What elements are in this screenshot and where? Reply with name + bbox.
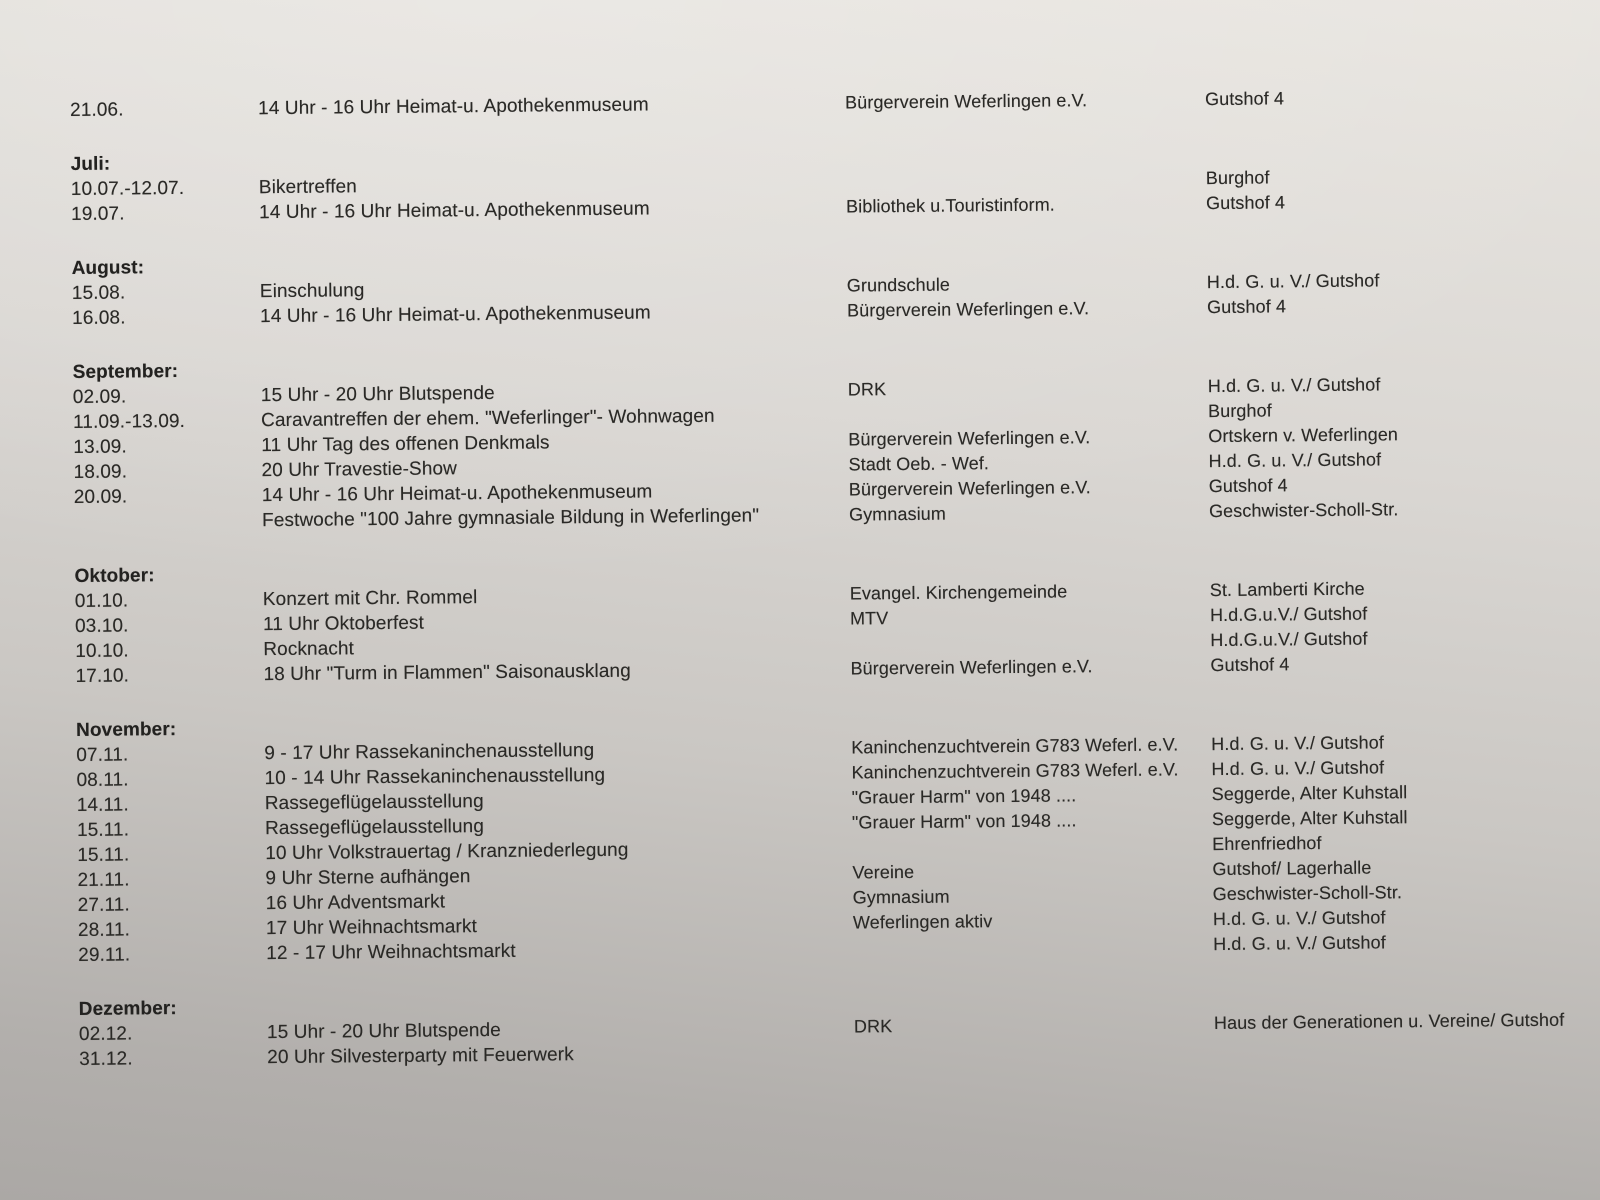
month-section: [73, 346, 1567, 535]
event-title: Rassegeflügelausstellung: [264, 791, 484, 815]
event-organizer: DRK: [847, 379, 887, 400]
event-date: 01.10.: [74, 590, 129, 612]
event-date: 28.11.: [77, 919, 131, 941]
event-date: 11.09.-13.09.: [73, 410, 186, 433]
event-location: H.d. G. u. V./ Gutshof: [1212, 907, 1386, 930]
event-title: 15 Uhr - 20 Uhr Blutspende: [260, 382, 495, 407]
event-title: Bikertreffen: [258, 176, 357, 199]
event-location: Gutshof 4: [1204, 88, 1285, 110]
event-organizer: Bürgerverein Weferlingen e.V.: [844, 90, 1088, 113]
event-organizer: Bürgerverein Weferlingen e.V.: [850, 656, 1093, 679]
event-title: 11 Uhr Oktoberfest: [262, 612, 425, 636]
event-title: 20 Uhr Silvesterparty mit Feuerwerk: [267, 1044, 574, 1069]
month-header: Oktober:: [74, 565, 155, 587]
event-location: H.d.G.u.V./ Gutshof: [1210, 628, 1368, 651]
event-organizer: Kaninchenzuchtverein G783 Weferl. e.V.: [851, 734, 1179, 758]
event-date: 15.11.: [76, 819, 130, 841]
event-title: 18 Uhr "Turm in Flammen" Saisonausklang: [263, 660, 631, 686]
event-title: Festwoche "100 Jahre gymnasiale Bildung in Weferlingen": [261, 505, 760, 532]
event-date: 03.10.: [74, 615, 129, 637]
event-date: 19.07.: [71, 203, 125, 225]
event-title: 10 - 14 Uhr Rassekaninchenausstellung: [264, 764, 606, 790]
event-title: Konzert mit Chr. Rommel: [262, 587, 478, 611]
event-location: Ortskern v. Weferlingen: [1208, 424, 1399, 447]
event-location: Geschwister-Scholl-Str.: [1212, 882, 1403, 905]
event-location: H.d. G. u. V./ Gutshof: [1211, 757, 1385, 780]
month-section: [74, 550, 1567, 689]
event-location: H.d. G. u. V./ Gutshof: [1213, 932, 1386, 955]
event-location: Seggerde, Alter Kuhstall: [1211, 782, 1408, 805]
event-organizer: [846, 184, 1206, 187]
event-title: 15 Uhr - 20 Uhr Blutspende: [266, 1019, 501, 1044]
event-title: 10 Uhr Volkstrauertag / Kranzniederlegung: [265, 839, 629, 865]
event-title: 12 - 17 Uhr Weihnachtsmarkt: [266, 940, 516, 965]
event-location: Geschwister-Scholl-Str.: [1208, 499, 1399, 522]
month-section: [72, 242, 1565, 331]
month-header: August:: [71, 257, 145, 279]
event-location: H.d. G. u. V./ Gutshof: [1206, 270, 1380, 293]
event-organizer: Bürgerverein Weferlingen e.V.: [846, 298, 1090, 321]
month-section: [71, 138, 1564, 227]
month-header: November:: [75, 719, 177, 741]
event-date: 17.10.: [75, 665, 130, 687]
event-date: 31.12.: [79, 1048, 133, 1070]
event-row: [70, 84, 1562, 123]
event-date: 13.09.: [73, 436, 127, 458]
event-location: H.d. G. u. V./ Gutshof: [1208, 449, 1382, 472]
event-organizer: Kaninchenzuchtverein G783 Weferl. e.V.: [851, 759, 1179, 783]
event-organizer: Vereine: [852, 861, 915, 883]
event-organizer: Bürgerverein Weferlingen e.V.: [848, 477, 1091, 500]
event-date: 29.11.: [78, 944, 131, 966]
event-organizer: "Grauer Harm" von 1948 ....: [851, 785, 1077, 808]
event-title: 11 Uhr Tag des offenen Denkmals: [261, 432, 550, 457]
event-calendar: [70, 84, 1571, 1072]
event-location: Haus der Generationen u. Vereine/ Gutshof: [1213, 1009, 1565, 1034]
event-date: 15.08.: [71, 282, 126, 304]
event-date: 10.07.-12.07.: [70, 177, 185, 200]
event-organizer: [853, 950, 1213, 953]
event-date: 07.11.: [76, 744, 129, 766]
month-header: Dezember:: [78, 998, 177, 1020]
event-location: Burghof: [1205, 167, 1270, 189]
event-date: [74, 526, 262, 528]
event-location: Burghof: [1207, 400, 1272, 422]
event-title: 14 Uhr - 16 Uhr Heimat-u. Apothekenmuseum: [261, 481, 653, 507]
month-section: [79, 983, 1572, 1072]
event-organizer: [848, 417, 1208, 420]
event-date: 21.11.: [77, 869, 130, 891]
event-date: 20.09.: [73, 486, 128, 508]
event-organizer: Evangel. Kirchengemeinde: [849, 581, 1068, 604]
event-date: 14.11.: [76, 794, 129, 816]
event-organizer: DRK: [853, 1016, 893, 1037]
event-location: St. Lamberti Kirche: [1209, 578, 1365, 601]
event-organizer: Bürgerverein Weferlingen e.V.: [848, 427, 1091, 450]
event-organizer: Bibliothek u.Touristinform.: [845, 194, 1055, 217]
month-section: [76, 704, 1570, 968]
event-title: 16 Uhr Adventsmarkt: [265, 891, 446, 915]
event-organizer: [852, 850, 1212, 853]
event-organizer: Gymnasium: [852, 886, 950, 908]
event-title: Caravantreffen der ehem. "Weferlinger"- Wohnwagen: [261, 405, 715, 432]
month-header: Juli:: [70, 153, 111, 175]
event-title: 17 Uhr Weihnachtsmarkt: [265, 916, 478, 940]
event-title: 9 Uhr Sterne aufhängen: [265, 866, 471, 890]
event-location: H.d.G.u.V./ Gutshof: [1209, 603, 1368, 626]
event-date: 27.11.: [77, 894, 130, 916]
event-date: 18.09.: [73, 461, 128, 483]
event-date: 08.11.: [76, 769, 129, 791]
event-organizer: "Grauer Harm" von 1948 ....: [851, 810, 1077, 833]
event-title: 14 Uhr - 16 Uhr Heimat-u. Apothekenmuseum: [259, 198, 650, 224]
event-title: 20 Uhr Travestie-Show: [261, 458, 458, 482]
event-location: Gutshof/ Lagerhalle: [1212, 857, 1372, 880]
event-organizer: [850, 646, 1210, 649]
event-location: H.d. G. u. V./ Gutshof: [1211, 732, 1384, 755]
event-location: Gutshof 4: [1210, 654, 1290, 676]
event-organizer: Gymnasium: [848, 503, 947, 525]
event-location: Seggerde, Alter Kuhstall: [1211, 807, 1408, 830]
event-location: Gutshof 4: [1206, 296, 1287, 318]
event-title: 9 - 17 Uhr Rassekaninchenausstellung: [264, 739, 595, 765]
month-section: [70, 84, 1562, 123]
event-date: 15.11.: [77, 844, 130, 866]
event-title: Rocknacht: [263, 638, 355, 661]
event-organizer: Weferlingen aktiv: [852, 911, 993, 933]
event-title: Rassegeflügelausstellung: [264, 816, 485, 840]
event-title: Einschulung: [259, 280, 365, 303]
event-organizer: MTV: [849, 608, 889, 629]
event-date: 02.12.: [78, 1023, 133, 1045]
event-location: Gutshof 4: [1208, 475, 1288, 497]
event-location: H.d. G. u. V./ Gutshof: [1207, 374, 1381, 397]
month-header: September:: [72, 360, 179, 383]
event-date: 16.08.: [72, 307, 126, 329]
event-title: 14 Uhr - 16 Uhr Heimat-u. Apothekenmuseum: [260, 302, 651, 328]
event-title: 14 Uhr - 16 Uhr Heimat-u. Apothekenmuseum: [258, 94, 649, 120]
event-date: 02.09.: [72, 386, 127, 408]
event-location: [1214, 1051, 1571, 1054]
event-organizer: Stadt Oeb. - Wef.: [848, 453, 990, 475]
event-location: Ehrenfriedhof: [1212, 833, 1322, 855]
event-organizer: Grundschule: [846, 274, 951, 296]
event-organizer: [854, 1054, 1214, 1057]
event-location: Gutshof 4: [1205, 192, 1286, 214]
event-date: 10.10.: [75, 640, 129, 662]
event-date: 21.06.: [70, 99, 124, 121]
